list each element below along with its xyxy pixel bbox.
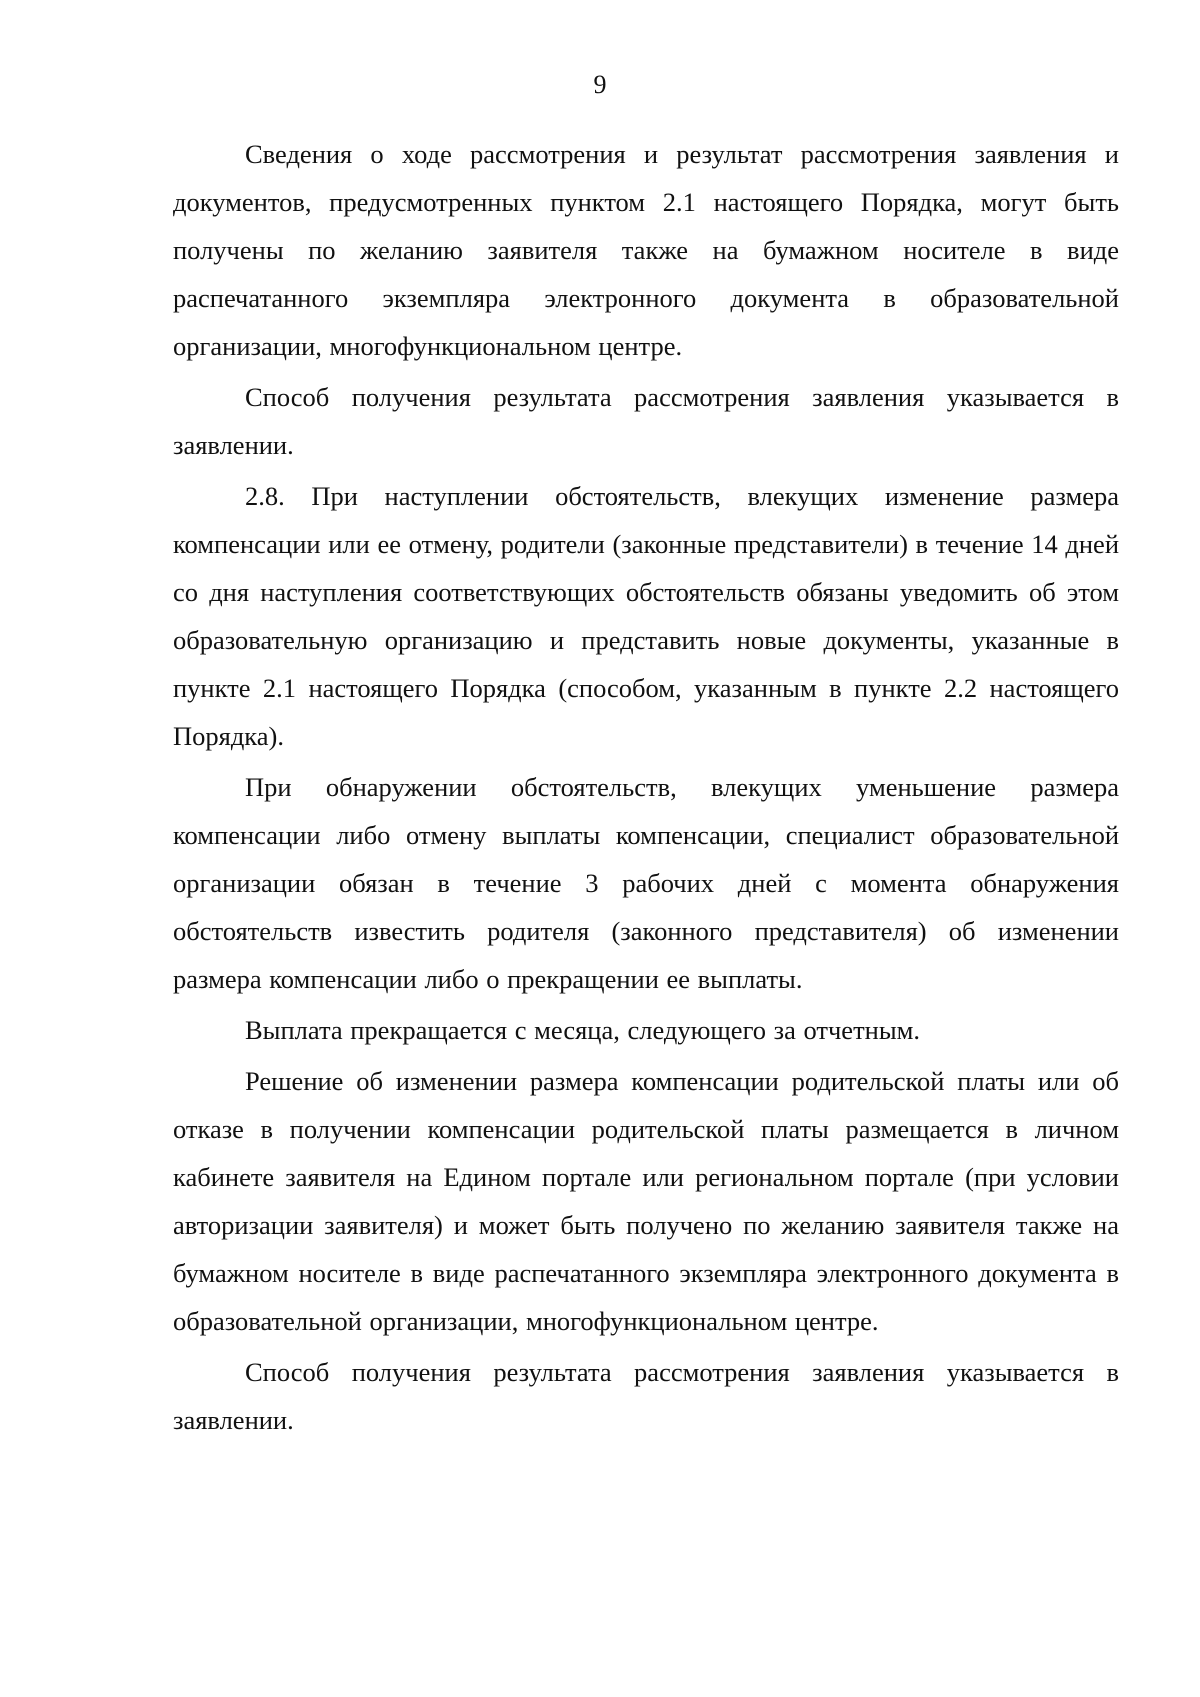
paragraph-result-method: Способ получения результата рассмотрения заявления указывается в заявлении. <box>173 382 1119 460</box>
paragraph-discovery-circumstances: При обнаружении обстоятельств, влекущих уменьшение размера компенсации либо отмену выплаты компенсации, специалист образовательной организации обязан в течение 3 рабочих дней с момента обнаружения обстоятельств известить родителя (законного представителя) об изменении размера компенсации либо о прекращении ее выплаты. <box>173 772 1119 994</box>
paragraph-payment-termination: Выплата прекращается с месяца, следующего за отчетным. <box>245 1015 921 1045</box>
page-number: 9 <box>593 70 607 99</box>
document-body <box>173 130 1119 1447</box>
paragraph-results-info: Сведения о ходе рассмотрения и результат рассмотрения заявления и документов, предусмотренных пунктом 2.1 настоящего Порядка, могут быть получены по желанию заявителя также на бумажном носителе в виде распечатанного экземпляра электронного документа в образовательной организации, многофункциональном центре. <box>173 139 1119 361</box>
paragraph-result-method-final: Способ получения результата рассмотрения заявления указывается в заявлении. <box>173 1357 1119 1435</box>
paragraph-decision-placement: Решение об изменении размера компенсации родительской платы или об отказе в получении компенсации родительской платы размещается в личном кабинете заявителя на Едином портале или региональном портале (при условии авторизации заявителя) и может быть получено по желанию заявителя также на бумажном носителе в виде распечатанного экземпляра электронного документа в образовательной организации, многофункциональном центре. <box>173 1066 1119 1336</box>
paragraph-clause-2-8: 2.8. При наступлении обстоятельств, влекущих изменение размера компенсации или ее отмену, родители (законные представители) в течение 14 дней со дня наступления соответствующих обстоятельств обязаны уведомить об этом образовательную организацию и представить новые документы, указанные в пункте 2.1 настоящего Порядка (способом, указанным в пункте 2.2 настоящего Порядка). <box>173 481 1119 751</box>
